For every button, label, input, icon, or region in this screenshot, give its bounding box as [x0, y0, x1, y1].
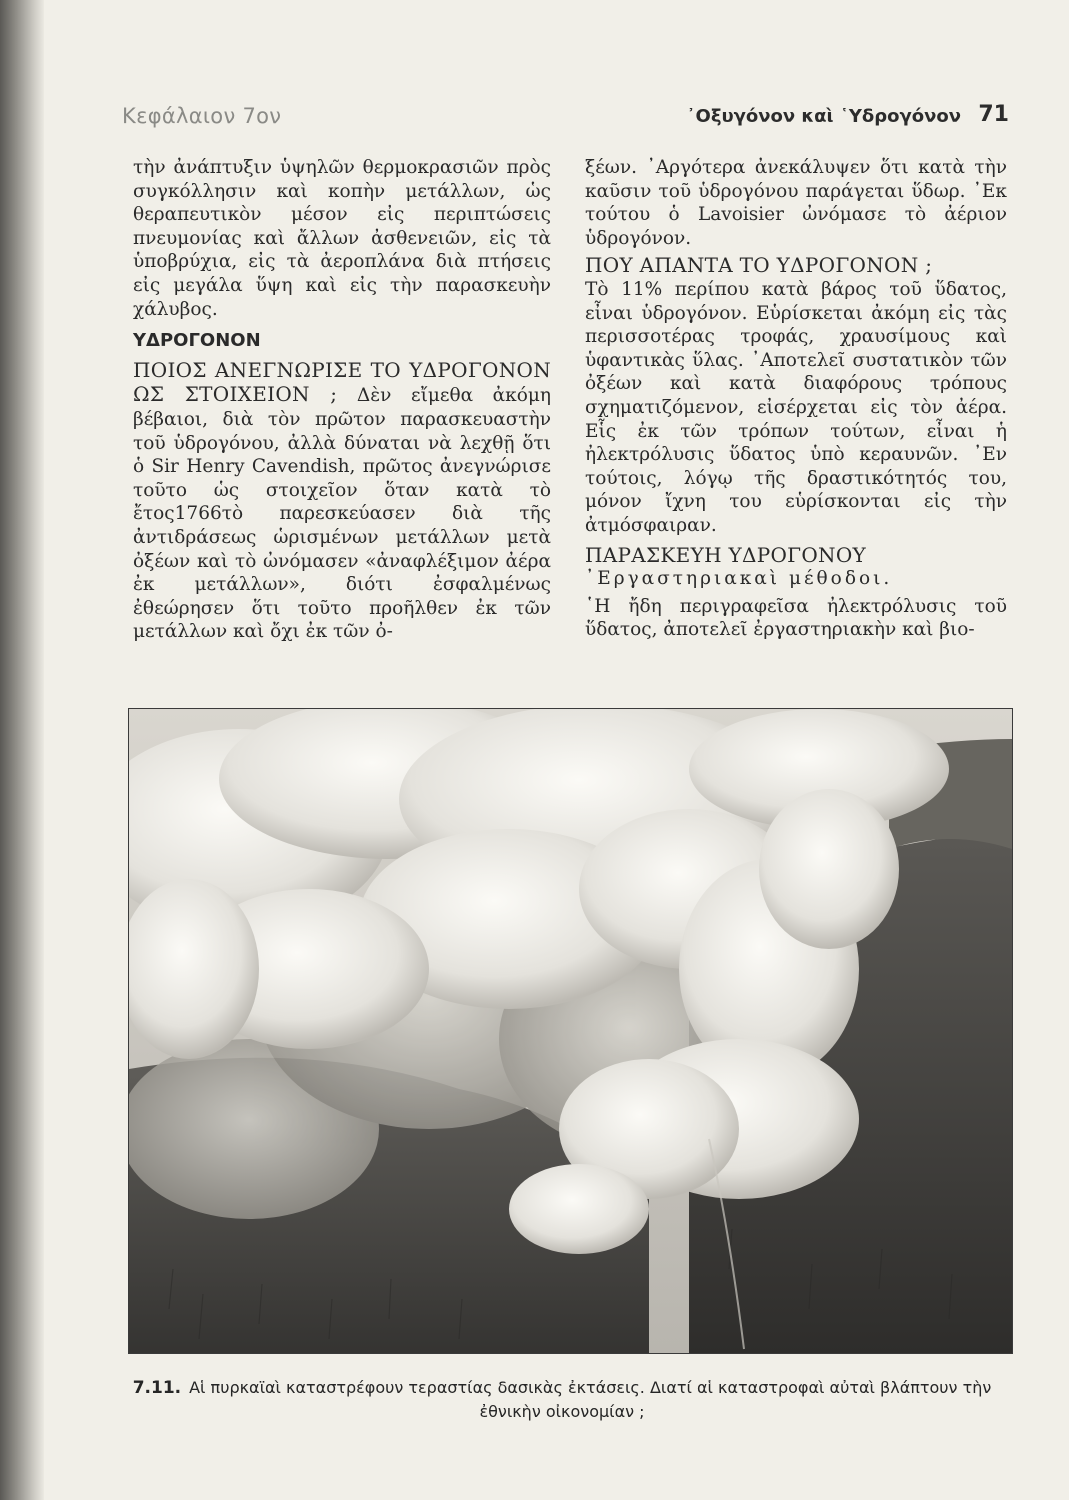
paragraph-body: Δὲν εἴμεθα ἀκόμη βέβαιοι, διὰ τὸν πρῶτον παρασκευαστὴν τοῦ ὑδρογόνου, ἀλλὰ δύναται νὰ λεχθῇ ὅτι ὁ Sir Henry Cavendish, πρῶτος ἀνεγνώρισε τοῦτο ὡς στοιχεῖον ὅταν κατὰ τὸ ἔτος1766τὸ παρεσκεύασεν διὰ τῆς ἀντιδράσεως ὡρισμένων μετάλλων μετὰ ὀξέων καὶ τὸ ὠνόμασεν «ἀναφλέξιμον ἀέρα ἐκ μετάλλων», διότι ἐσφαλμένως ἐθεώρησεν ὅτι τοῦτο προῆλθεν ἐκ τῶν μετάλλων καὶ ὄχι ἐκ τῶν ὀ-: [133, 385, 551, 643]
chapter-label: Κεφάλαιον 7ον: [122, 104, 282, 128]
forest-fire-photo: [128, 708, 1013, 1354]
book-spine-shadow: [0, 0, 44, 1500]
paragraph-continuation: ξέων. ᾿Αργότερα ἀνεκάλυψεν ὅτι κατὰ τὴν καῦσιν τοῦ ὑδρογόνου παράγεται ὕδωρ. ᾿Εκ τούτου ὁ Lavoisier ὠνόμασε τὸ ἀέριον ὑδρογόνον.: [585, 157, 1007, 249]
running-header: [122, 104, 1009, 136]
subheading-who-discovered: ΠΟΙΟΣ ΑΝΕΓΝΩΡΙΣΕ ΤΟ ΥΔΡΟΓΟΝΟΝ ΩΣ ΣΤΟΙΧΕΙΟΝ ;: [133, 357, 551, 407]
subheading-lab-methods: ᾿Εργαστηριακαὶ μέθοδοι.: [585, 568, 893, 590]
figure-caption: [112, 1376, 1012, 1424]
paragraph-who-discovered: [133, 359, 551, 644]
paragraph-continuation: τὴν ἀνάπτυξιν ὑψηλῶν θερμοκρασιῶν πρὸς συγκόλλησιν καὶ κοπὴν μετάλλων, ὡς θεραπευτικὸν μέσον εἰς περιπτώσεις πνευμονίας καὶ ἄλλων ἀσθενειῶν, εἰς τὰ ὑποβρύχια, εἰς τὰ ἀεροπλάνα διὰ πτήσεις εἰς μεγάλα ὕψη καὶ εἰς τὴν παρασκευὴν χάλυβος.: [133, 157, 551, 320]
paragraph-where-found: Τὸ 11% περίπου κατὰ βάρος τοῦ ὕδατος, εἶναι ὑδρογόνον. Εὑρίσκεται ἀκόμη εἰς τὰς περισσοτέρας τροφάς, χραυσίμους καὶ ὑφαντικὰς ὕλας. ᾿Αποτελεῖ συστατικὸν τῶν ὀξέων καὶ κατὰ διαφόρους τρόπους σχηματιζόμενον, εἰσέρχεται εἰς τὸν ἀέρα. Εἷς ἐκ τῶν τρόπων τούτων, εἶναι ἡ ἠλεκτρόλυσις ὕδατος ὑπὸ κεραυνῶν. ᾿Εν τούτοις, λόγῳ τῆς δραστικότητός του, μόνον ἴχνη του εὑρίσκονται εἰς τὴν ἀτμόσφαιραν.: [585, 278, 1007, 536]
page-number: 71: [978, 102, 1009, 127]
figure-number: 7.11.: [132, 1378, 182, 1398]
caption-text: Αἱ πυρκαϊαὶ καταστρέφουν τεραστίας δασικὰς ἐκτάσεις. Διατί αἱ καταστροφαὶ αὐταὶ βλάπτουν τὴν ἐθνικὴν οἰκονομίαν ;: [189, 1378, 992, 1421]
heading-preparation: ΠΑΡΑΣΚΕΥΗ ΥΔΡΟΓΟΝΟΥ: [585, 542, 867, 567]
paragraph-lab-methods: ῾Η ἤδη περιγραφεῖσα ἠλεκτρόλυσις τοῦ ὕδατος, ἀποτελεῖ ἐργαστηριακὴν καὶ βιο-: [585, 595, 1007, 641]
right-column: [585, 156, 1007, 642]
page-title: ᾿Οξυγόνον καὶ ῾Υδρογόνον: [686, 106, 961, 127]
heading-where-found: ΠΟΥ ΑΠΑΝΤΑ ΤΟ ΥΔΡΟΓΟΝΟΝ ;: [585, 253, 933, 278]
section-heading: ΥΔΡΟΓΟΝΟΝ: [133, 330, 261, 352]
left-column: [133, 156, 551, 644]
